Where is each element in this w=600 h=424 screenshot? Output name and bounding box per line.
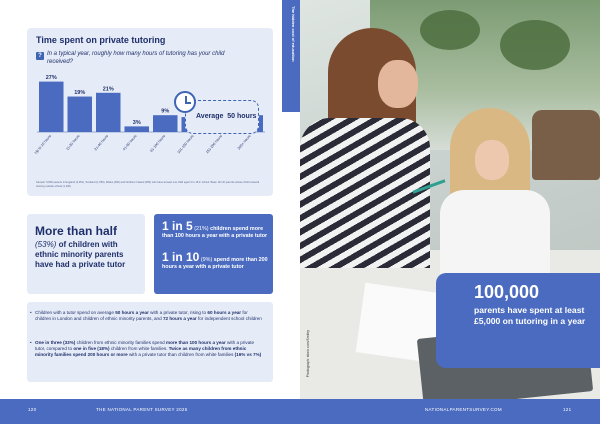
ratio-card (154, 214, 273, 294)
photo-girl-body (440, 190, 550, 280)
footer-publication: THE NATIONAL PARENT SURVEY 2025 (96, 407, 188, 412)
bullet-2-part-e: one in five (18%) (73, 346, 110, 352)
footer-url: NATIONALPARENTSURVEY.COM (425, 407, 502, 412)
footer-bar (0, 399, 600, 424)
bar-3 (96, 93, 121, 132)
half-rest: of children with ethnic minority parents have had a private tutor (35, 240, 126, 269)
category-label-4: 41-60 hours (122, 134, 138, 152)
callout-number: 100,000 (474, 282, 540, 302)
chart-title: Time spent on private tutoring (36, 35, 166, 45)
tutoring-hours-chart-card (27, 28, 273, 196)
bullet-1-part-d: 60 hours a year (207, 310, 242, 315)
ratio-1-pct: (21%) (194, 226, 209, 232)
bullet-1-part-c: with a private tutor, rising to (148, 310, 208, 315)
category-label-3: 21-40 hours (93, 134, 110, 152)
photo-girl-face (475, 140, 509, 180)
photo-credit: Photograph: stock.com/Smiley (306, 330, 310, 378)
average-value: 50 hours (227, 113, 257, 120)
question-icon: ? (36, 52, 44, 60)
photo-woman-face (378, 60, 418, 108)
bar-value-label-3: 21% (102, 86, 114, 93)
bar-value-label-2: 19% (74, 90, 86, 97)
chart-footnote: Sample: 5,800 parents in England (3,951), Scotland (1,050), Wales (460) and Northern Ireland (350) who have at least one child aged 4 to 18 in school. Base: All UK parents whose child received tutoring outside school (1,190) (36, 181, 260, 188)
ratio-2-pct: (9%) (200, 257, 213, 263)
chart-question: In a typical year, roughly how many hours of tutoring has your child received? (47, 51, 225, 65)
category-label-7: 151-200 hours (205, 134, 224, 155)
bullet-1-part-f: 72 hours a year (162, 316, 197, 322)
clock-icon (174, 91, 196, 113)
bar-value-label-4: 3% (132, 119, 141, 126)
page-number-right: 121 (563, 407, 572, 412)
photo-woman-body (300, 118, 430, 268)
bullet-1-part-b: 50 hours a year (115, 310, 149, 315)
bullet-2-part-c: more than 100 hours a year (165, 340, 226, 345)
photo-plant (420, 10, 480, 50)
ratio-1-big: 1 in 5 (162, 219, 193, 233)
ratio-2-big: 1 in 10 (162, 250, 200, 264)
more-than-half-card (27, 214, 145, 294)
page-number-left: 120 (28, 407, 37, 412)
photo-chair (532, 110, 600, 180)
bullet-item-1 (35, 310, 265, 322)
bar-4 (124, 126, 149, 132)
bar-value-label-1: 27% (45, 75, 57, 82)
bar-2 (67, 97, 92, 132)
photo-plant (500, 20, 570, 70)
half-headline: More than half (35, 224, 118, 238)
bar-1 (39, 82, 64, 132)
bullet-list-card (27, 302, 273, 382)
bullet-2-part-b: children from ethnic minority families spend (75, 340, 166, 345)
ratio-line-1 (162, 219, 268, 239)
category-label-5: 61-100 hours (149, 134, 167, 153)
callout-text: parents have spent at least £5,000 on tutoring in a year (474, 305, 586, 326)
category-label-6: 101-150 hours (176, 134, 195, 155)
bullet-2-part-i: (16% vs 7%) (234, 352, 262, 358)
ratio-2-text: spend more than 200 hours a year with a private tutor (162, 257, 268, 270)
category-label-8: 200+ hours (236, 134, 252, 151)
bullet-1-part-g: for independent school children (196, 316, 262, 322)
bar-value-label-5: 9% (161, 108, 170, 115)
bullet-item-2 (35, 340, 265, 359)
bullet-1-part-e: for children in London and children of ethnic minority parents, and (35, 310, 248, 322)
bullet-2-part-h: with a private tutor than children from white families (127, 352, 235, 358)
average-text (196, 113, 256, 120)
category-label-1: Up to 10 hours (33, 134, 53, 155)
bullet-2-part-g: Twice as many children from ethnic minority families spend 200 hours or more (35, 346, 247, 358)
average-label: Average (196, 113, 224, 120)
section-side-tab-text: The hidden cost of education (291, 6, 296, 62)
ratio-line-2 (162, 250, 268, 270)
bullet-2-part-d: with a private tutor, compared to (35, 340, 255, 352)
bar-5 (153, 115, 178, 132)
bullet-2-part-f: children from white families. (109, 346, 169, 352)
category-label-2: 11-20 hours (65, 134, 81, 152)
stat-callout (436, 273, 600, 368)
half-text (35, 240, 143, 270)
average-box (185, 100, 259, 134)
ratio-1-text: children spend more than 100 hours a year with a private tutor (162, 226, 268, 239)
bullet-2-part-a: One in three (33%) (35, 340, 76, 345)
bullet-1-part-a: Children with a tutor spend on average (35, 310, 116, 315)
half-pct: (53%) (35, 240, 57, 249)
